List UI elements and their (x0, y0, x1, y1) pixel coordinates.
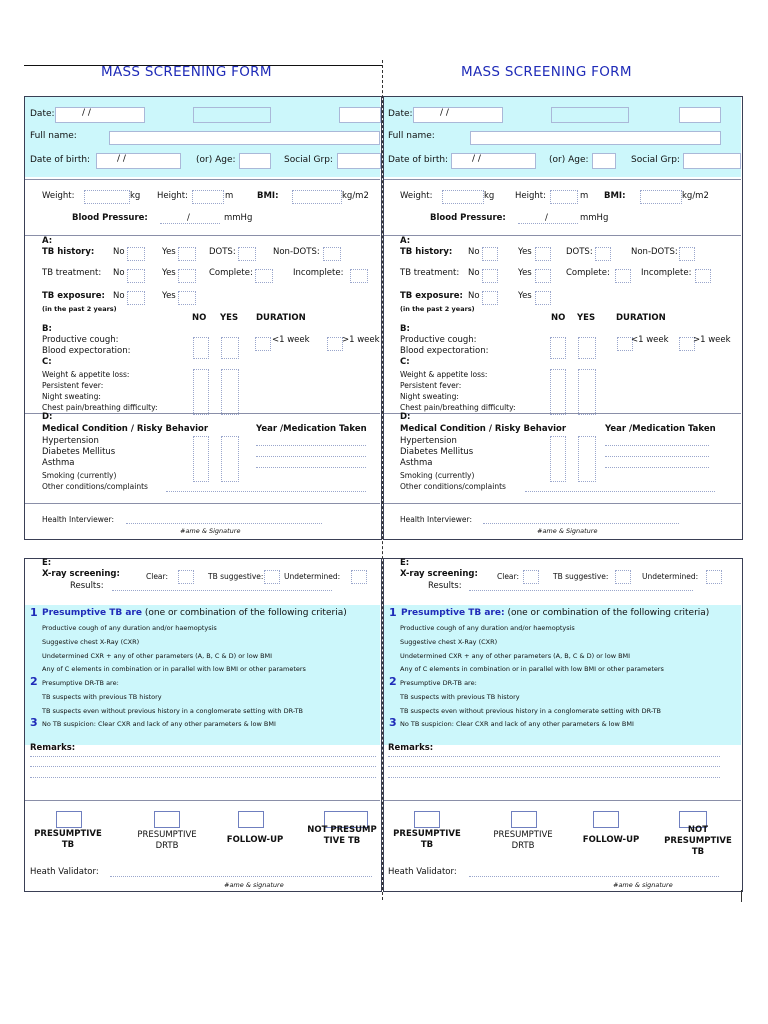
mmhg-unit: mmHg (224, 213, 253, 223)
dob-label: Date of birth: (30, 155, 91, 165)
col-no-header: NO (192, 313, 207, 323)
date-field[interactable]: / / (55, 107, 145, 123)
weight-appetite-label: Weight & appetite loss: (42, 370, 130, 379)
social-grp-field[interactable] (683, 153, 741, 169)
section-c-label: C: (400, 357, 410, 367)
criteria-note: (one or combination of the following criteria) (144, 608, 347, 618)
health-interviewer-label: Health Interviewer: (42, 515, 114, 524)
d-no-checkbox[interactable] (193, 436, 209, 482)
divider (384, 800, 741, 801)
remarks-line[interactable] (30, 777, 376, 778)
b-yes-checkbox[interactable] (221, 337, 239, 359)
past-2-years-note: (in the past 2 years) (42, 305, 117, 313)
tb-exposure-label: TB exposure: (42, 291, 105, 301)
section-e-label: E: (400, 558, 410, 568)
weight-field[interactable] (84, 190, 130, 204)
divider (25, 179, 380, 180)
presumptive-drtb-title: Presumptive DR-TB are: (42, 679, 119, 687)
complete-label: Complete: (209, 268, 253, 278)
tb-history-no-label: No (113, 247, 125, 257)
bmi-field[interactable] (292, 190, 342, 204)
other-conditions-line[interactable] (525, 491, 715, 492)
undetermined-checkbox[interactable] (351, 570, 367, 584)
incomplete-label: Incomplete: (641, 268, 692, 278)
health-validator-label: Heath Validator: (388, 867, 457, 877)
fullname-label: Full name: (388, 131, 435, 141)
tb-treatment-yes-label: Yes (162, 268, 176, 278)
presumptive-tb-checkbox[interactable] (414, 811, 440, 828)
height-field[interactable] (550, 190, 578, 204)
weight-appetite-label: Weight & appetite loss: (400, 370, 488, 379)
date-label: Date: (30, 109, 55, 119)
tb-treatment-yes-label: Yes (518, 268, 532, 278)
gt1week-label: >1 week (693, 335, 731, 345)
divider (25, 800, 380, 801)
right-screening-form (383, 0, 741, 1024)
productive-cough-label: Productive cough: (400, 335, 477, 345)
id-field[interactable] (679, 107, 721, 123)
outcome-presumptive-tb: PRESUMPTIVE TB (393, 829, 461, 850)
non-dots-checkbox[interactable] (679, 247, 695, 261)
tb-treatment-label: TB treatment: (400, 268, 460, 278)
criteria-number-3: 3 (389, 716, 397, 729)
persistent-fever-label: Persistent fever: (42, 381, 104, 390)
persistent-fever-label: Persistent fever: (400, 381, 462, 390)
medication-line[interactable] (605, 445, 709, 446)
mmhg-unit: mmHg (580, 213, 609, 223)
fullname-label: Full name: (30, 131, 77, 141)
height-field[interactable] (192, 190, 224, 204)
undetermined-label: Undetermined: (284, 572, 341, 581)
form-title: MASS SCREENING FORM (461, 64, 632, 80)
tb-exposure-yes-checkbox[interactable] (535, 291, 551, 305)
weight-field[interactable] (442, 190, 484, 204)
chest-pain-label: Chest pain/breathing difficulty: (42, 403, 158, 412)
undetermined-label: Undetermined: (642, 572, 699, 581)
criteria-number-1: 1 (389, 606, 397, 619)
date-field[interactable]: / / (413, 107, 503, 123)
remarks-label: Remarks: (388, 743, 434, 753)
outcome-not-presumptive: NOT PRESUMPTIVE TB (307, 825, 377, 846)
tb-history-label: TB history: (400, 247, 453, 257)
complete-label: Complete: (566, 268, 610, 278)
dob-field[interactable]: / / (451, 153, 536, 169)
col-yes-header: YES (577, 313, 596, 323)
bp-field[interactable] (160, 223, 220, 224)
dob-field[interactable]: / / (96, 153, 181, 169)
results-label: Results: (428, 581, 462, 591)
medication-line[interactable] (605, 456, 709, 457)
col-yes-header: YES (220, 313, 239, 323)
tb-treatment-yes-checkbox[interactable] (535, 269, 551, 283)
other-conditions-label: Other conditions/complaints (400, 482, 506, 491)
form-title: MASS SCREENING FORM (101, 64, 272, 80)
medication-line[interactable] (256, 467, 366, 468)
divider (384, 503, 741, 504)
margin-tick (741, 890, 742, 902)
divider (25, 413, 380, 414)
name-signature-lower: #ame & signature (224, 881, 284, 889)
dob-label: Date of birth: (388, 155, 449, 165)
complete-checkbox[interactable] (615, 269, 631, 283)
tb-exposure-label: TB exposure: (400, 291, 463, 301)
tb-suggestive-label: TB suggestive: (553, 572, 609, 581)
medical-condition-header: Medical Condition / Risky Behavior (400, 424, 567, 434)
section-b-label: B: (400, 324, 410, 334)
tb-treatment-no-label: No (113, 268, 125, 278)
medical-condition-header: Medical Condition / Risky Behavior (42, 424, 209, 434)
tb-history-yes-label: Yes (162, 247, 176, 257)
lt1week-label: <1 week (272, 335, 310, 345)
c-yes-checkbox[interactable] (221, 369, 239, 415)
clear-label: Clear: (146, 572, 169, 581)
tb-suggestive-checkbox[interactable] (615, 570, 631, 584)
tb-history-yes-checkbox[interactable] (178, 247, 196, 261)
name-signature-note: #ame & Signature (537, 527, 598, 535)
tb-suggestive-checkbox[interactable] (264, 570, 280, 584)
incomplete-checkbox[interactable] (350, 269, 368, 283)
hypertension-label: Hypertension (42, 436, 99, 446)
section-c-label: C: (42, 357, 52, 367)
divider (384, 235, 741, 236)
or-age-label: (or) Age: (196, 155, 236, 165)
tb-treatment-yes-checkbox[interactable] (178, 269, 196, 283)
results-line[interactable] (469, 590, 693, 591)
bmi-label: BMI: (257, 191, 279, 201)
outcome-presumptive-tb: PRESUMPTIVE TB (34, 829, 102, 850)
b-no-checkbox[interactable] (193, 337, 209, 359)
incomplete-label: Incomplete: (293, 268, 344, 278)
tb-exposure-yes-label: Yes (518, 291, 532, 301)
diabetes-label: Diabetes Mellitus (400, 447, 474, 457)
tb-history-no-checkbox[interactable] (127, 247, 145, 261)
xray-screening-label: X-ray screening: (42, 569, 120, 579)
diabetes-label: Diabetes Mellitus (42, 447, 116, 457)
date-extra-field[interactable] (193, 107, 271, 123)
lt1week-checkbox[interactable] (255, 337, 271, 351)
complete-checkbox[interactable] (255, 269, 273, 283)
or-age-label: (or) Age: (549, 155, 589, 165)
section-d-label: D: (42, 412, 53, 422)
productive-cough-label: Productive cough: (42, 335, 119, 345)
hypertension-label: Hypertension (400, 436, 457, 446)
non-dots-label: Non-DOTS: (631, 247, 678, 257)
b-no-checkbox[interactable] (550, 337, 566, 359)
section-a-label: A: (400, 236, 411, 246)
remarks-line[interactable] (388, 766, 720, 767)
dots-label: DOTS: (566, 247, 593, 257)
non-dots-checkbox[interactable] (323, 247, 341, 261)
lt1week-label: <1 week (631, 335, 669, 345)
results-line[interactable] (112, 590, 332, 591)
m-unit: m (225, 191, 234, 201)
follow-up-checkbox[interactable] (593, 811, 619, 828)
remarks-line[interactable] (388, 756, 720, 757)
d-no-checkbox[interactable] (550, 436, 566, 482)
divider (384, 179, 741, 180)
bp-label: Blood Pressure: (72, 213, 148, 223)
tb-treatment-no-checkbox[interactable] (127, 269, 145, 283)
bp-separator: / (187, 213, 190, 223)
remarks-line[interactable] (30, 756, 376, 757)
medication-line[interactable] (256, 456, 366, 457)
weight-label: Weight: (42, 191, 75, 201)
criteria-3: Undetermined CXR + any of other parameters (A, B, C & D) or low BMI (400, 652, 631, 660)
gt1week-checkbox[interactable] (327, 337, 343, 351)
criteria-note: (one or combination of the following criteria) (507, 608, 710, 618)
c-no-checkbox[interactable] (550, 369, 566, 415)
tb-treatment-label: TB treatment: (42, 268, 102, 278)
tb-history-no-label: No (468, 247, 480, 257)
tb-history-no-checkbox[interactable] (482, 247, 498, 261)
tb-exposure-no-checkbox[interactable] (482, 291, 498, 305)
tb-suggestive-label: TB suggestive: (208, 572, 264, 581)
criteria-2: Suggestive chest X-Ray (CXR) (400, 638, 498, 646)
year-medication-header: Year /Medication Taken (605, 424, 716, 434)
name-signature-note: #ame & Signature (180, 527, 241, 535)
bp-separator: / (545, 213, 548, 223)
no-tb-suspicion: No TB suspicion: Clear CXR and lack of any other parameters & low BMI (42, 720, 276, 728)
health-interviewer-line[interactable] (483, 523, 679, 524)
col-no-header: NO (551, 313, 566, 323)
tb-treatment-no-label: No (468, 268, 480, 278)
col-duration-header: DURATION (256, 313, 306, 323)
follow-up-checkbox[interactable] (238, 811, 264, 828)
social-grp-label: Social Grp: (631, 155, 680, 165)
tb-exposure-yes-checkbox[interactable] (178, 291, 196, 305)
non-dots-label: Non-DOTS: (273, 247, 320, 257)
kg-unit: kg (484, 191, 495, 201)
bmi-field[interactable] (640, 190, 682, 204)
criteria-3: Undetermined CXR + any of other parameters (A, B, C & D) or low BMI (42, 652, 273, 660)
criteria-6: TB suspects even without previous history in a conglomerate setting with DR-TB (400, 707, 662, 715)
c-no-checkbox[interactable] (193, 369, 209, 415)
id-field[interactable] (339, 107, 381, 123)
divider (25, 235, 380, 236)
section-b-label: B: (42, 324, 52, 334)
height-label: Height: (515, 191, 546, 201)
presumptive-drtb-checkbox[interactable] (511, 811, 537, 828)
remarks-line[interactable] (30, 766, 376, 767)
no-tb-suspicion: No TB suspicion: Clear CXR and lack of any other parameters & low BMI (400, 720, 634, 728)
tb-exposure-no-label: No (468, 291, 480, 301)
health-interviewer-label: Health Interviewer: (400, 515, 472, 524)
section-a-label: A: (42, 236, 53, 246)
medication-line[interactable] (256, 445, 366, 446)
presumptive-tb-title: Presumptive TB are (42, 608, 142, 618)
outcome-follow-up: FOLLOW-UP (582, 835, 640, 845)
blood-expectoration-label: Blood expectoration: (400, 346, 489, 356)
tb-treatment-no-checkbox[interactable] (482, 269, 498, 283)
asthma-label: Asthma (42, 458, 75, 468)
kgm2-unit: kg/m2 (342, 191, 369, 201)
social-grp-label: Social Grp: (284, 155, 333, 165)
incomplete-checkbox[interactable] (695, 269, 711, 283)
presumptive-tb-checkbox[interactable] (56, 811, 82, 828)
remarks-label: Remarks: (30, 743, 76, 753)
past-2-years-note: (in the past 2 years) (400, 305, 475, 313)
tb-exposure-no-checkbox[interactable] (127, 291, 145, 305)
c-yes-checkbox[interactable] (578, 369, 596, 415)
criteria-4: Any of C elements in combination or in parallel with low BMI or other parameters (400, 665, 664, 673)
d-yes-checkbox[interactable] (221, 436, 239, 482)
d-yes-checkbox[interactable] (578, 436, 596, 482)
other-conditions-label: Other conditions/complaints (42, 482, 148, 491)
social-grp-field[interactable] (337, 153, 381, 169)
night-sweating-label: Night sweating: (42, 392, 101, 401)
presumptive-tb-title: Presumptive TB are: (401, 608, 505, 618)
presumptive-drtb-checkbox[interactable] (154, 811, 180, 828)
clear-checkbox[interactable] (523, 570, 539, 584)
other-conditions-line[interactable] (166, 491, 366, 492)
criteria-number-1: 1 (30, 606, 38, 619)
height-label: Height: (157, 191, 188, 201)
tb-history-label: TB history: (42, 247, 95, 257)
m-unit: m (580, 191, 589, 201)
kg-unit: kg (130, 191, 141, 201)
health-validator-line[interactable] (469, 876, 719, 877)
outcome-presumptive-drtb: PRESUMPTIVE DRTB (493, 830, 553, 851)
criteria-5: TB suspects with previous TB history (42, 693, 162, 701)
medication-line[interactable] (605, 467, 709, 468)
weight-label: Weight: (400, 191, 433, 201)
undetermined-checkbox[interactable] (706, 570, 722, 584)
results-label: Results: (70, 581, 104, 591)
divider (384, 413, 741, 414)
tb-history-yes-checkbox[interactable] (535, 247, 551, 261)
year-medication-header: Year /Medication Taken (256, 424, 367, 434)
criteria-number-2: 2 (30, 675, 38, 688)
date-label: Date: (388, 109, 413, 119)
health-validator-label: Heath Validator: (30, 867, 99, 877)
dots-checkbox[interactable] (238, 247, 256, 261)
remarks-line[interactable] (388, 777, 720, 778)
smoking-label: Smoking (currently) (400, 471, 475, 480)
criteria-4: Any of C elements in combination or in parallel with low BMI or other parameters (42, 665, 306, 673)
xray-screening-label: X-ray screening: (400, 569, 478, 579)
criteria-2: Suggestive chest X-Ray (CXR) (42, 638, 140, 646)
health-interviewer-line[interactable] (126, 523, 322, 524)
bp-label: Blood Pressure: (430, 213, 506, 223)
asthma-label: Asthma (400, 458, 433, 468)
col-duration-header: DURATION (616, 313, 666, 323)
gt1week-label: >1 week (342, 335, 380, 345)
tb-history-yes-label: Yes (518, 247, 532, 257)
fullname-field[interactable] (470, 131, 721, 145)
outcome-follow-up: FOLLOW-UP (226, 835, 284, 845)
criteria-1: Productive cough of any duration and/or haemoptysis (42, 624, 217, 632)
criteria-6: TB suspects even without previous history in a conglomerate setting with DR-TB (42, 707, 304, 715)
clear-checkbox[interactable] (178, 570, 194, 584)
health-validator-line[interactable] (110, 876, 372, 877)
fullname-field[interactable] (109, 131, 380, 145)
criteria-number-2: 2 (389, 675, 397, 688)
chest-pain-label: Chest pain/breathing difficulty: (400, 403, 516, 412)
dots-checkbox[interactable] (595, 247, 611, 261)
age-field[interactable] (239, 153, 271, 169)
section-e-label: E: (42, 558, 52, 568)
clear-label: Clear: (497, 572, 520, 581)
criteria-1: Productive cough of any duration and/or haemoptysis (400, 624, 575, 632)
blood-expectoration-label: Blood expectoration: (42, 346, 131, 356)
date-extra-field[interactable] (551, 107, 629, 123)
outcome-presumptive-drtb: PRESUMPTIVE DRTB (137, 830, 197, 851)
presumptive-drtb-title: Presumptive DR-TB are: (400, 679, 477, 687)
bp-field[interactable] (518, 223, 578, 224)
tb-exposure-no-label: No (113, 291, 125, 301)
b-yes-checkbox[interactable] (578, 337, 596, 359)
age-field[interactable] (592, 153, 616, 169)
name-signature-lower: #ame & signature (613, 881, 673, 889)
section-d-label: D: (400, 412, 411, 422)
divider (25, 503, 380, 504)
left-screening-form (0, 0, 380, 1024)
tb-exposure-yes-label: Yes (162, 291, 176, 301)
dots-label: DOTS: (209, 247, 236, 257)
smoking-label: Smoking (currently) (42, 471, 117, 480)
criteria-number-3: 3 (30, 716, 38, 729)
bmi-label: BMI: (604, 191, 626, 201)
night-sweating-label: Night sweating: (400, 392, 459, 401)
criteria-5: TB suspects with previous TB history (400, 693, 520, 701)
kgm2-unit: kg/m2 (682, 191, 709, 201)
outcome-not-presumptive: NOT PRESUMPTIVE TB (664, 825, 732, 857)
